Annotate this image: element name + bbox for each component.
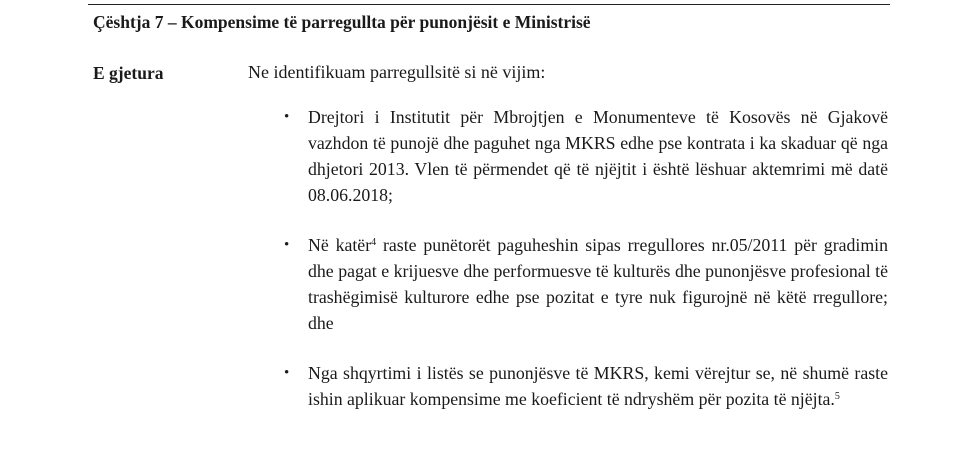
findings-intro: Ne identifikuam parregullsitë si në vijim: xyxy=(248,62,546,82)
finding-text: Në katër xyxy=(308,235,372,255)
findings-list xyxy=(284,104,888,436)
finding-item xyxy=(284,360,888,412)
issue-title: Çështja 7 – Kompensime të parregullta për punonjësit e Ministrisë xyxy=(93,12,591,32)
finding-item xyxy=(284,104,888,208)
bullet-icon: • xyxy=(284,365,290,381)
finding-text: Drejtori i Institutit për Mbrojtjen e Monumenteve të Kosovës në Gjakovë vazhdon të punojë dhe paguhet nga MKRS edhe pse kontrata i ka skaduar që nga dhjetori 2013. Vlen të përmendet që të njëjtit i është lëshuar aktemrimi më datë 08.06.2018; xyxy=(308,107,888,205)
footnote-ref[interactable]: 4 xyxy=(371,237,377,248)
finding-text: raste punëtorët paguheshin sipas rregullores nr.05/2011 për gradimin dhe pagat e krijuesve dhe performuesve të kulturës dhe punonjësve profesional të trashëgimisë kulturore edhe pse pozitat e tyre nuk figurojnë në këtë rregullore; dhe xyxy=(308,235,888,333)
finding-text: Nga shqyrtimi i listës se punonjësve të MKRS, kemi vërejtur se, në shumë raste ishin aplikuar kompensime me koeficient të ndryshëm për pozita të njëjta. xyxy=(308,363,888,409)
finding-item xyxy=(284,232,888,336)
bullet-icon: • xyxy=(284,109,290,125)
footnote-ref[interactable]: 5 xyxy=(834,391,840,402)
bullet-icon: • xyxy=(284,237,290,253)
top-rule xyxy=(88,4,890,5)
section-label: E gjetura xyxy=(93,63,164,83)
